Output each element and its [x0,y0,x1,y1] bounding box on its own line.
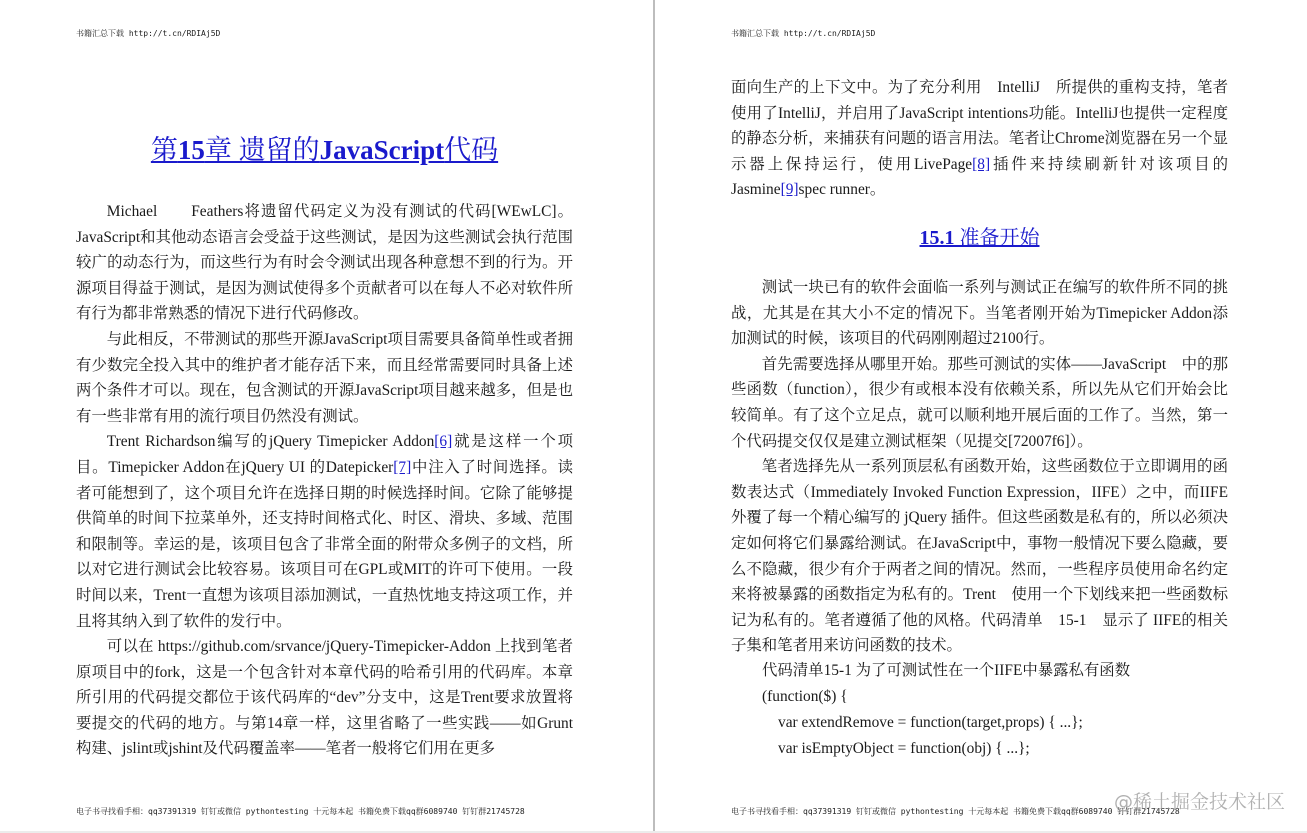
paragraph [76,429,573,634]
running-header: 书籍汇总下载 http://t.cn/RDIAj5D [731,29,876,38]
paragraph [731,75,1228,203]
footnote-ref-link[interactable]: [7] [393,458,412,476]
paragraph-text: 中注入了时间选择。读者可能想到了，这个项目允许在选择日期的时候选择时间。它除了能够提供简单的时间下拉菜单外，还支持时间格式化、时区、滑块、多域、范围和限制等。幸运的是，该项目包含了非常全面的附带众多例子的文档，所以对它进行测试会比较容易。该项目可在GPL或MIT的许可下使用。一段时间以来，Trent一直想为该项目添加测试，一直热忱地支持这项工作，并且将其纳入到了软件的发行中。 [76,458,573,630]
running-header: 书籍汇总下载 http://t.cn/RDIAj5D [76,29,221,38]
chapter-number: 15 [177,135,205,165]
chapter-title-suffix: 代码 [444,135,499,165]
chapter-title-link[interactable] [76,132,573,168]
paragraph [731,275,1228,352]
chapter-title-prefix: 第 [150,135,178,165]
code-line: var isEmptyObject = function(obj) { ...}; [778,740,1030,757]
paragraph-text: spec runner。 [798,181,886,199]
paragraph-text: 面向生产的上下文中。为了充分利用 IntelliJ 所提供的重构支持，笔者使用了IntelliJ，并启用了JavaScript intentions功能。IntelliJ也提供一定程度的静态分析，来捕获有问题的语言用法。笔者让Chrome浏览器在另一个显示器上保持运行，使用LivePage [731,79,1228,173]
footnote-ref-link[interactable]: [6] [434,433,453,451]
listing-caption: 代码清单15-1 为了可测试性在一个IIFE中暴露私有函数 [762,662,1131,679]
paragraph-text: 测试一块已有的软件会面临一系列与测试正在编写的软件所不同的挑战，尤其是在其大小不定的情况下。当笔者刚开始为Timepicker Addon添加测试的时候，该项目的代码刚刚超过2100行。 [731,279,1228,348]
code-line: var extendRemove = function(target,props) { ...}; [778,714,1083,731]
paragraph [76,634,573,762]
paragraph-text: 笔者选择先从一系列顶层私有函数开始，这些函数位于立即调用的函数表达式（Immediately Invoked Function Expression，IIFE）之中，而IIFE外覆了每一个精心编写的 jQuery 插件。但这些函数是私有的，所以必须决定如何将它们暴露给测试。在JavaScript中，事物一般情况下要么隐藏，要么不隐藏，很少有介于两者之间的情况。然而，一些程序员使用命名约定来将被暴露的函数指定为私有的。Trent 使用一个下划线来把一些函数标记为私有的。笔者遵循了他的风格。代码清单 15-1 显示了 IIFE的相关子集和笔者用来访问函数的技术。 [731,458,1228,655]
paragraph-text: 可以在 https://github.com/srvance/jQuery-Timepicker-Addon 上找到笔者原项目中的fork，这是一个包含针对本章代码的哈希引用的代码库。本章所引用的代码提交都位于该代码库的“dev”分支中，这是Trent要求放置将要提交的代码的地方。与第14章一样，这里省略了一些实践——如Grunt构建、jslint或jshint及代码覆盖率——笔者一般将它们用在更多 [76,638,573,758]
right-page [655,0,1307,833]
chapter-title-middle: 章 遗留的 [204,135,320,165]
chapter-title-bold-word: JavaScript [319,135,445,165]
paragraph-text: 与此相反，不带测试的那些开源JavaScript项目需要具备简单性或者拥有少数完全投入其中的维护者才能存活下来，而且经常需要同时具备上述两个条件才可以。现在，包含测试的开源JavaScript项目越来越多，但是也有一些非常有用的流行项目仍然没有测试。 [76,330,573,425]
listing-lines [762,684,1232,762]
code-listing [762,658,1232,762]
paragraph [76,199,573,327]
paragraph-text: Michael Feathers将遗留代码定义为没有测试的代码[WEwLC]。JavaScript和其他动态语言会受益于这些测试，是因为这些测试会执行范围较广的动态行为，而这些行为有时会令测试出现各种意想不到的行为。开源项目得益于测试，是因为测试使得多个贡献者可以在每人不必对软件所有行为都非常熟悉的情况下进行代码修改。 [76,203,573,323]
running-footer: 电子书寻找看手相：qq37391319 钉钉或微信 pythontesting 十元每本起 书籍免费下载qq群6089740 钉钉群21745728 [731,807,1180,816]
paragraph-text: Trent Richardson编写的jQuery Timepicker Addon [106,433,435,451]
site-watermark: @稀土掘金技术社区 [1113,791,1285,813]
paragraph-text: 就是这样一个项目。Timepicker Addon在jQuery UI 的Datepicker [76,433,573,476]
section-title-link[interactable] [731,224,1228,252]
paragraph [731,454,1228,659]
section-label: 准备开始 [959,227,1040,249]
right-body-text [731,275,1228,659]
paragraph [76,327,573,429]
paragraph [731,352,1228,454]
running-footer: 电子书寻找看手相：qq37391319 钉钉或微信 pythontesting 十元每本起 书籍免费下载qq群6089740 钉钉群21745728 [76,807,525,816]
left-body-text [76,199,573,762]
paragraph-text: 首先需要选择从哪里开始。那些可测试的实体——JavaScript 中的那些函数（function），很少有或根本没有依赖关系，所以先从它们开始会比较简单。有了这个立足点，就可以顺利地开展后面的工作了。当然，第一个代码提交仅仅是建立测试框架（见提交[72007f6]）。 [731,355,1228,450]
footnote-ref-link[interactable]: [9] [780,181,799,199]
paragraph-text: 插件来持续刷新针对该项目的Jasmine [731,155,1228,199]
left-page [0,0,653,833]
continuation-paragraph [731,75,1228,203]
code-line: (function($) { [762,688,848,705]
section-number: 15.1 [919,227,955,249]
footnote-ref-link[interactable]: [8] [972,155,991,173]
